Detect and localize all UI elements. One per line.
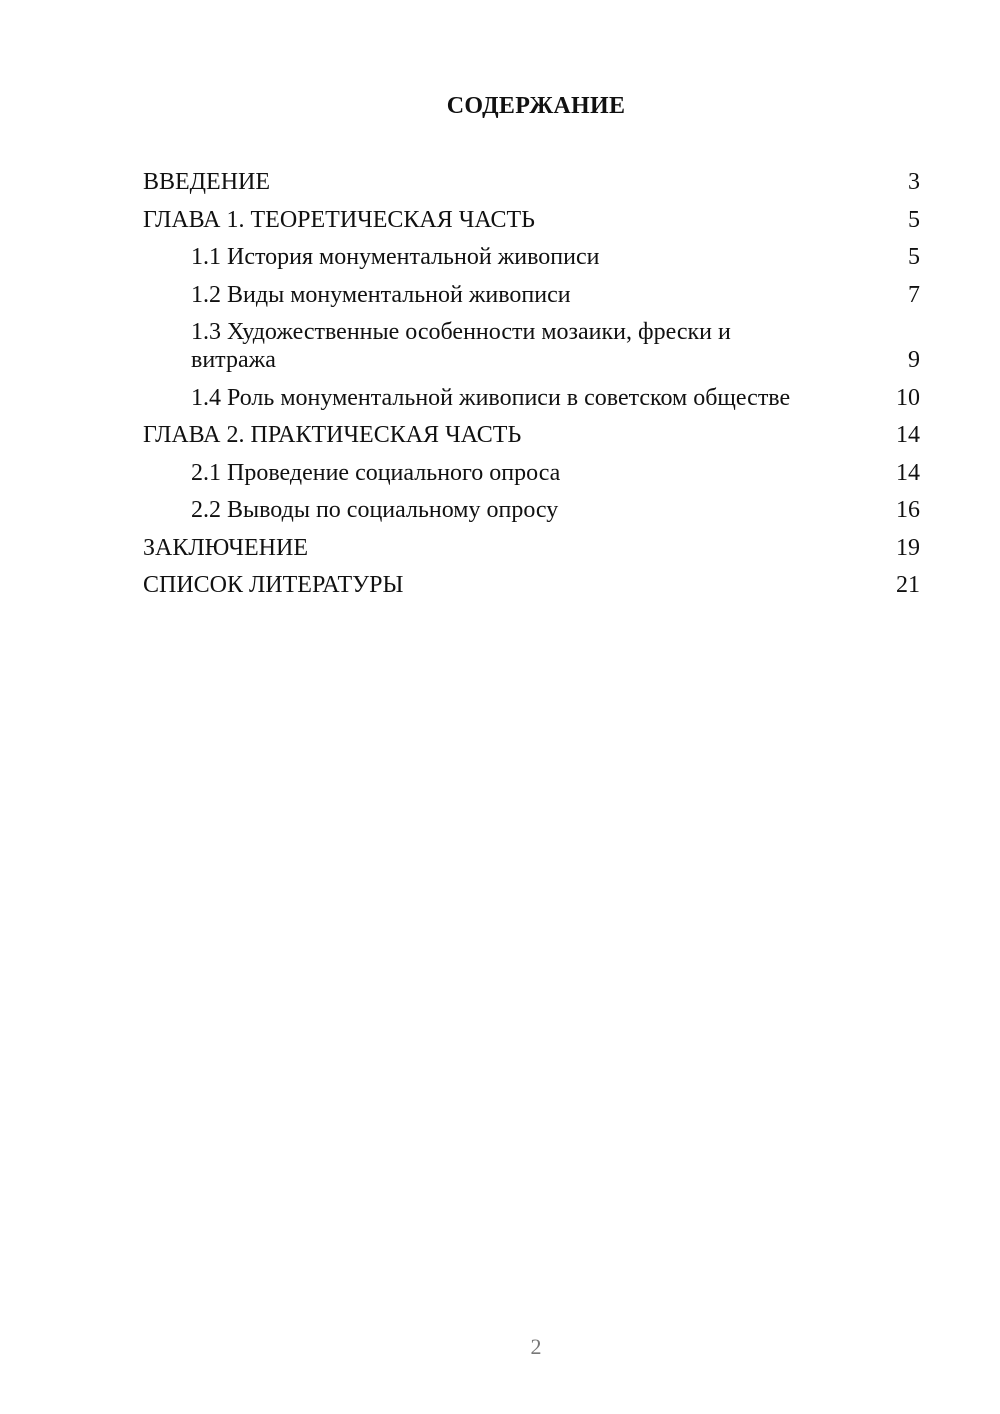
toc-entry-page: 10 [896, 384, 920, 411]
table-of-contents [143, 168, 920, 609]
toc-entry-page: 5 [908, 244, 920, 270]
toc-entry-label: 1.1 История монументальной живописи [191, 244, 600, 270]
toc-entry-page: 19 [896, 534, 920, 561]
toc-entry-section-2-2[interactable] [143, 496, 920, 524]
toc-entry-label: СПИСОК ЛИТЕРАТУРЫ [143, 572, 404, 598]
page-number: 2 [530, 1334, 542, 1359]
toc-entry-section-1-4[interactable] [143, 384, 920, 412]
toc-entry-label: 1.2 Виды монументальной живописи [191, 281, 571, 308]
page-title: СОДЕРЖАНИЕ [446, 93, 626, 119]
toc-entry-label: ГЛАВА 2. ПРАКТИЧЕСКАЯ ЧАСТЬ [143, 422, 522, 448]
toc-entry-chapter-1[interactable] [143, 206, 920, 234]
toc-entry-page: 14 [896, 422, 920, 448]
toc-entry-section-1-3[interactable] [143, 318, 920, 374]
toc-entry-page: 3 [908, 169, 920, 195]
toc-entry-references[interactable] [143, 571, 920, 599]
toc-entry-label: 2.2 Выводы по социальному опросу [191, 497, 559, 523]
toc-entry-page: 5 [908, 206, 920, 233]
toc-entry-page: 16 [896, 497, 920, 523]
toc-entry-label: 1.3 Художественные особенности мозаики, фрески и витража [191, 319, 731, 373]
toc-entry-label: ГЛАВА 1. ТЕОРЕТИЧЕСКАЯ ЧАСТЬ [143, 206, 535, 233]
toc-entry-page: 21 [896, 572, 920, 598]
toc-entry-chapter-2[interactable] [143, 421, 920, 449]
toc-entry-label: ВВЕДЕНИЕ [143, 169, 271, 195]
toc-entry-section-1-1[interactable] [143, 243, 920, 271]
toc-entry-introduction[interactable] [143, 168, 920, 196]
toc-entry-label: 1.4 Роль монументальной живописи в советском обществе [191, 384, 791, 411]
toc-entry-section-1-2[interactable] [143, 281, 920, 309]
toc-entry-label: 2.1 Проведение социального опроса [191, 459, 561, 486]
toc-entry-page: 7 [908, 281, 920, 308]
toc-entry-page: 14 [896, 459, 920, 486]
toc-entry-page: 9 [908, 347, 920, 373]
toc-entry-section-2-1[interactable] [143, 459, 920, 487]
toc-entry-conclusion[interactable] [143, 534, 920, 562]
toc-entry-label: ЗАКЛЮЧЕНИЕ [143, 534, 308, 561]
